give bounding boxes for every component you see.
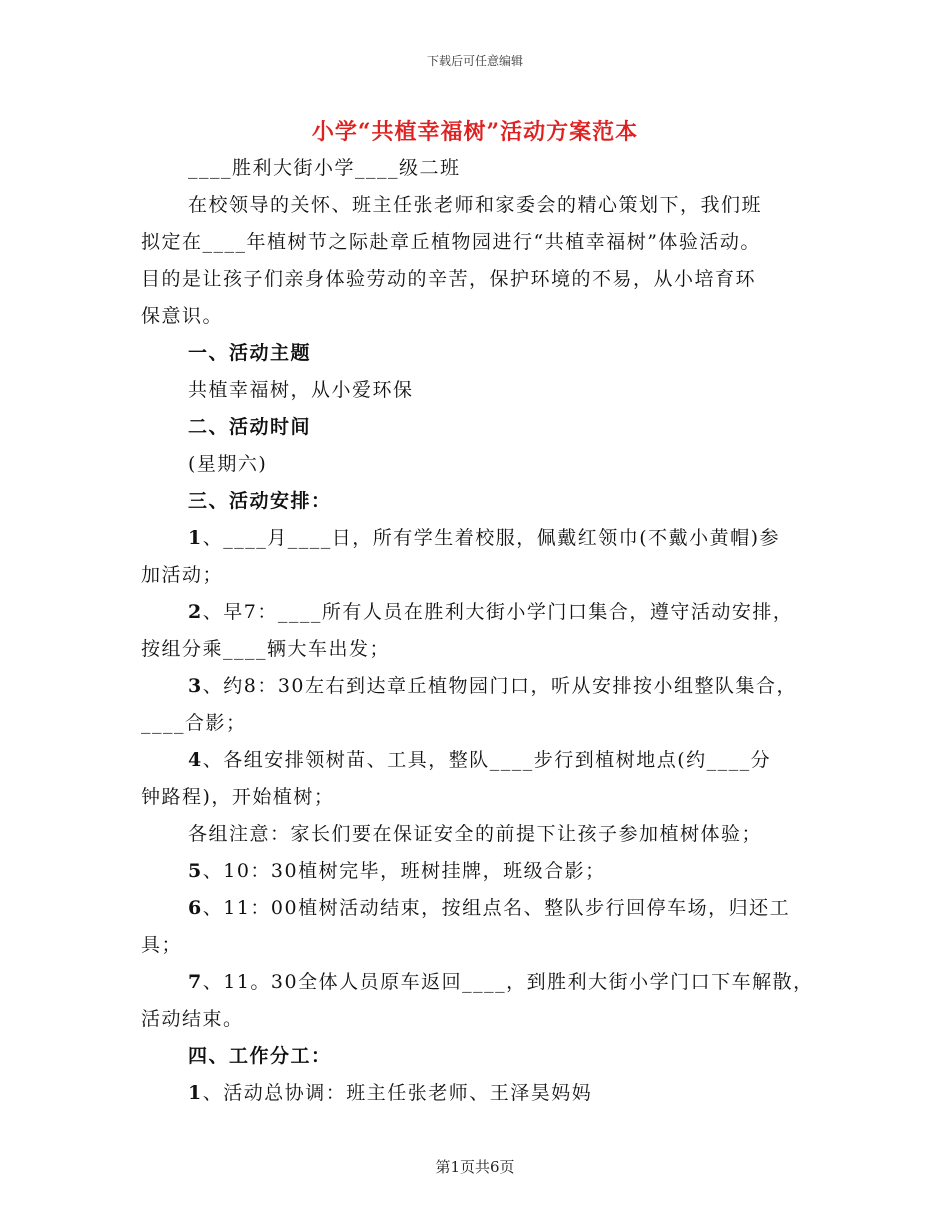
document-body [141,150,821,1112]
schedule-item-2-line-1 [141,594,821,631]
division-item-1 [141,1075,821,1112]
schedule-item-7-line-2: 活动结束。 [141,1008,244,1030]
item-text: 、活动总协调：班主任张老师、王泽昊妈妈 [202,1082,593,1104]
item-text: 、10：30植树完毕，班树挂牌，班级合影； [202,860,606,882]
item-number: 6 [188,897,203,919]
section-heading-time: 二、活动时间 [188,416,312,438]
paragraph-intro-line-1: 在校领导的关怀、班主任张老师和家委会的精心策划下，我们班 [188,194,763,216]
time-text: (星期六) [188,453,268,475]
schedule-item-3-line-1 [141,668,821,705]
item-number: 5 [188,860,203,882]
item-number: 4 [188,749,203,771]
page-footer: 第1页共6页 [435,1158,515,1176]
section-heading-schedule: 三、活动安排： [188,490,332,512]
schedule-item-5 [141,853,821,890]
document-title: 小学“共植幸福树”活动方案范本 [311,119,639,145]
item-text: 、早7：____所有人员在胜利大街小学门口集合，遵守活动安排， [202,601,794,623]
section-heading-theme: 一、活动主题 [188,342,312,364]
schedule-item-3-line-2: ____合影； [141,712,247,734]
item-text: 、11：00植树活动结束，按组点名、整队步行回停车场，归还工 [202,897,791,919]
schedule-item-1-line-1 [141,520,821,557]
paragraph-intro-line-4: 保意识。 [141,305,224,327]
schedule-item-2-line-2: 按组分乘____辆大车出发； [141,638,391,660]
section-heading-division: 四、工作分工： [188,1045,332,1067]
paragraph-intro-line-3: 目的是让孩子们亲身体验劳动的辛苦，保护环境的不易，从小培育环 [141,268,757,290]
schedule-item-6-line-2: 具； [141,934,183,956]
item-text: 、约8：30左右到达章丘植物园门口，听从安排按小组整队集合， [202,675,798,697]
schedule-item-4-line-1 [141,742,821,779]
schedule-item-4-line-2: 钟路程)，开始植树； [141,786,335,808]
schedule-item-7-line-1 [141,964,821,1001]
item-number: 7 [188,971,203,993]
item-text: 、各组安排领树苗、工具，整队____步行到植树地点(约____分 [202,749,772,771]
item-number: 1 [188,1082,203,1104]
schedule-item-1-line-2: 加活动； [141,564,224,586]
schedule-item-6-line-1 [141,890,821,927]
item-number: 1 [188,527,203,549]
item-text: 、____月____日，所有学生着校服，佩戴红领巾(不戴小黄帽)参 [202,527,781,549]
paragraph-intro-line-2: 拟定在____年植树节之际赴章丘植物园进行“共植幸福树”体验活动。 [141,231,761,253]
group-note: 各组注意：家长们要在保证安全的前提下让孩子参加植树体验； [188,823,763,845]
theme-text: 共植幸福树，从小爱环保 [188,379,414,401]
header-note: 下载后可任意编辑 [426,54,523,68]
class-line: ____胜利大街小学____级二班 [188,157,461,179]
item-text: 、11。30全体人员原车返回____，到胜利大街小学门口下车解散， [202,971,814,993]
item-number: 3 [188,675,203,697]
item-number: 2 [188,601,203,623]
